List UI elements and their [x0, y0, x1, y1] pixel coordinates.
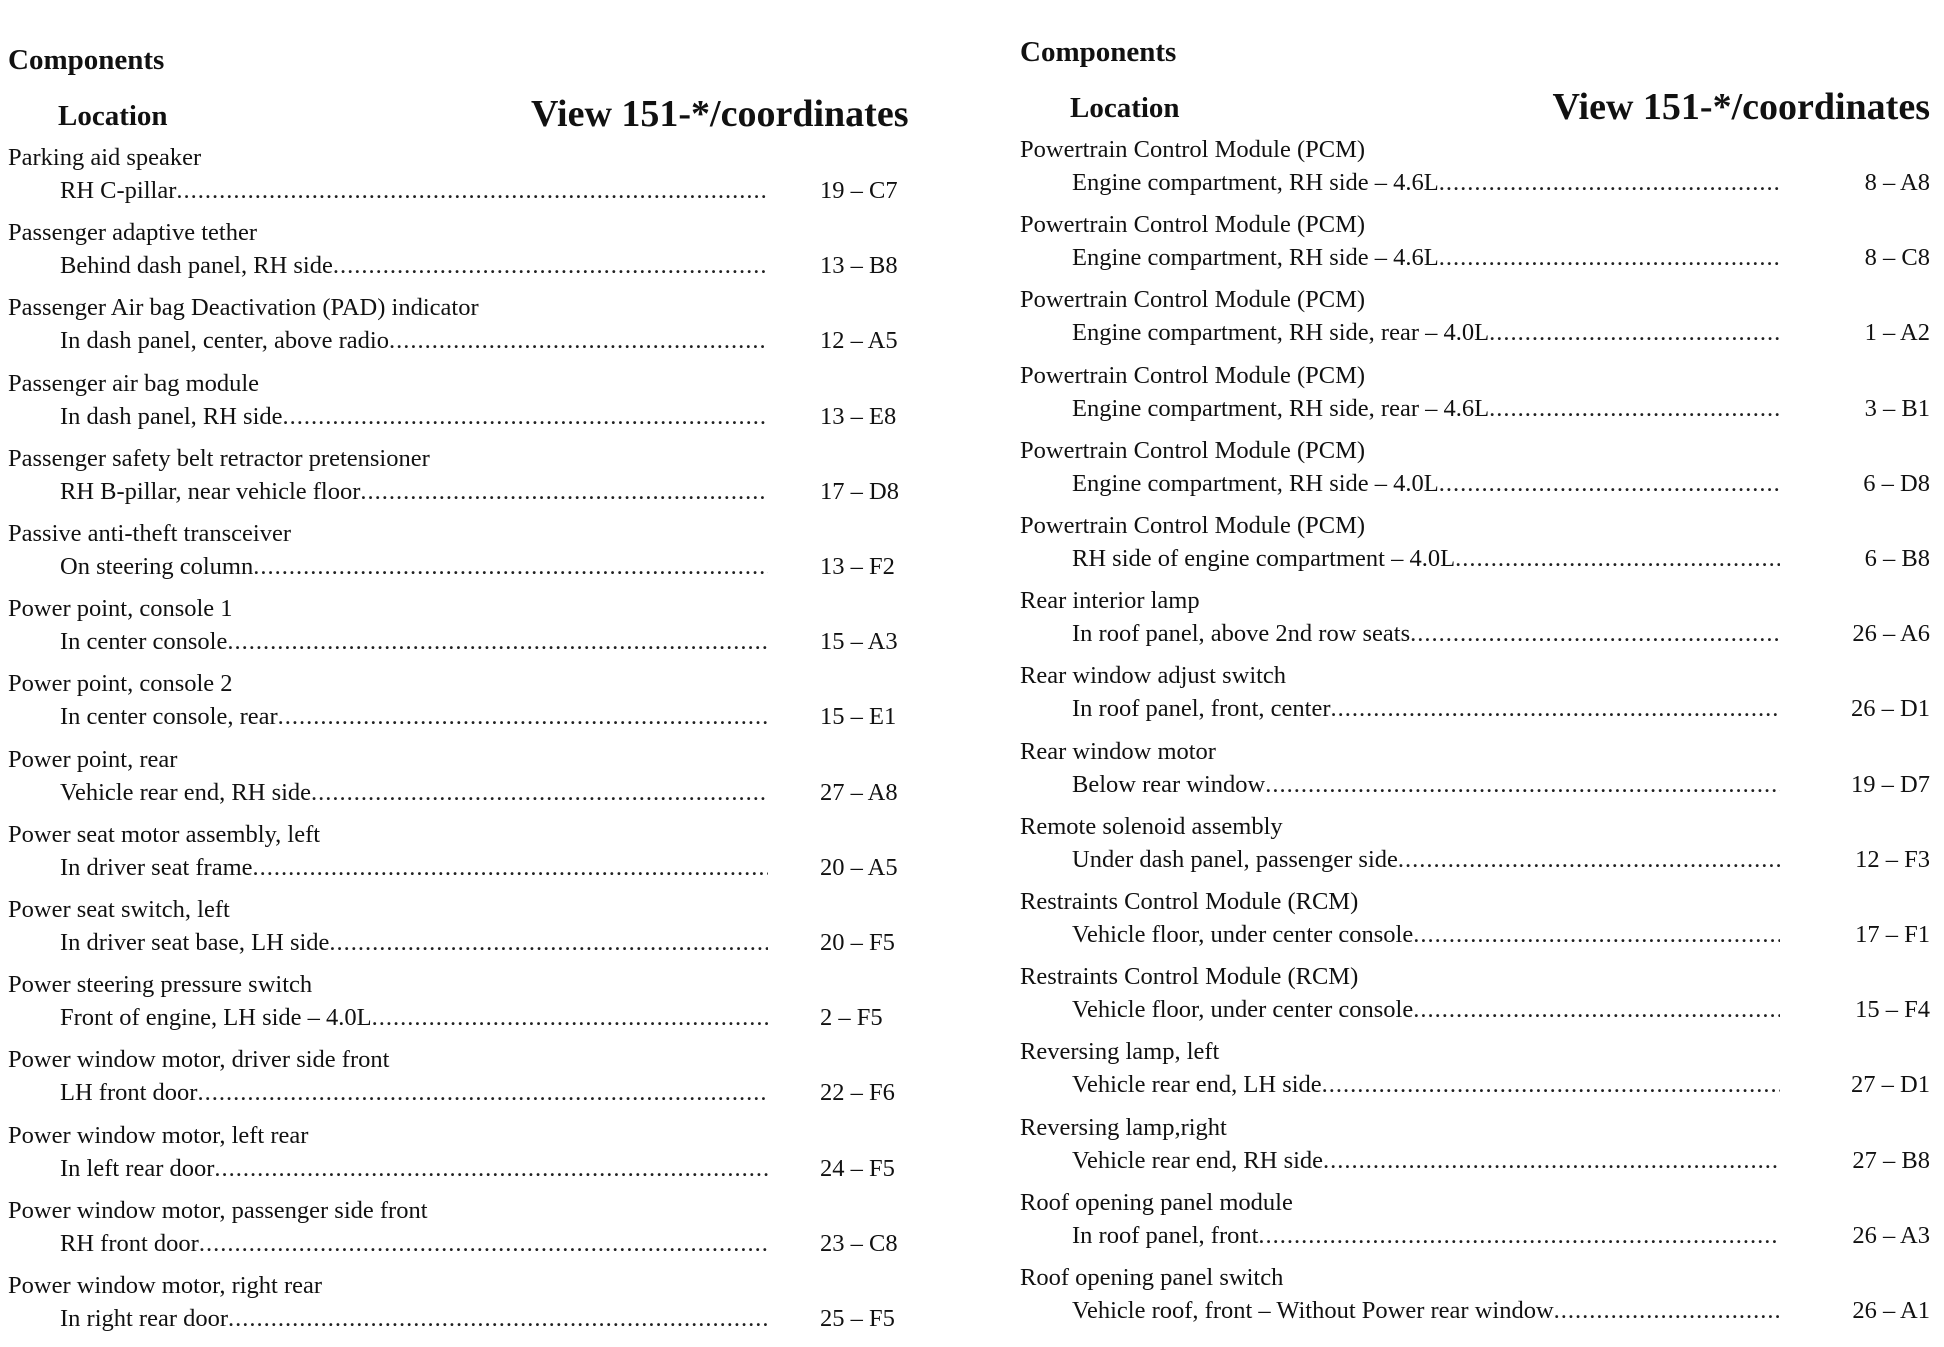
component-entry: [8, 746, 920, 821]
component-location-text: In roof panel, front: [1072, 1221, 1259, 1249]
component-location-text: Vehicle rear end, RH side: [60, 778, 312, 806]
component-location-text: In roof panel, above 2nd row seats: [1072, 620, 1411, 648]
component-location: [60, 327, 768, 355]
component-location-text: Vehicle rear end, LH side: [1072, 1071, 1322, 1099]
component-coordinates: 13 – B8: [820, 252, 898, 280]
location-header: Location: [58, 100, 168, 132]
component-name: Power window motor, driver side front: [8, 1046, 390, 1074]
component-location-text: Vehicle floor, under center console: [1072, 921, 1414, 948]
component-location: [1072, 620, 1780, 648]
component-location: [1072, 244, 1780, 272]
component-name: Passenger air bag module: [8, 369, 260, 397]
component-location: [1072, 1147, 1780, 1175]
component-name: Rear interior lamp: [1020, 587, 1200, 615]
component-coordinates: 26 – A1: [1852, 1297, 1930, 1324]
component-coordinates: 20 – A5: [820, 853, 898, 881]
component-coordinates: 26 – A6: [1852, 620, 1930, 648]
component-coordinates: 12 – F3: [1855, 845, 1930, 873]
component-location-text: Engine compartment, RH side, rear – 4.0L: [1072, 319, 1490, 347]
component-entry: [8, 821, 920, 896]
component-entry: [1020, 1114, 1930, 1189]
component-name: Power window motor, passenger side front: [8, 1196, 428, 1224]
component-coordinates: 27 – A8: [820, 778, 898, 806]
component-name: Power seat motor assembly, left: [8, 820, 321, 848]
component-entry: [1020, 963, 1930, 1038]
component-location-text: Vehicle roof, front – Without Power rear window: [1072, 1297, 1554, 1324]
component-entry: [1020, 286, 1930, 361]
component-coordinates: 15 – F4: [1855, 996, 1930, 1024]
component-location: [1072, 169, 1780, 197]
component-location: [60, 1079, 768, 1107]
component-name: Power point, console 1: [8, 595, 233, 623]
component-name: Powertrain Control Module (PCM): [1020, 436, 1366, 464]
component-name: Reversing lamp,right: [1020, 1113, 1227, 1141]
component-location: [60, 1230, 768, 1258]
component-name: Roof opening panel module: [1020, 1188, 1293, 1216]
component-name: Powertrain Control Module (PCM): [1020, 211, 1366, 239]
component-name: Power steering pressure switch: [8, 971, 313, 999]
component-name: Parking aid speaker: [8, 144, 202, 171]
component-entry: [1020, 662, 1930, 737]
component-coordinates: 12 – A5: [820, 327, 898, 355]
component-location: [1072, 1222, 1780, 1250]
view-coordinates-header: View 151-*/coordinates: [1552, 86, 1930, 128]
component-entry: [1020, 512, 1930, 587]
component-location: [60, 177, 768, 205]
component-location: [1072, 545, 1780, 573]
component-location: [60, 252, 768, 280]
component-location: [1072, 771, 1780, 799]
component-entry: [1020, 211, 1930, 286]
component-location: [60, 1305, 768, 1333]
component-location-text: In driver seat base, LH side: [60, 929, 330, 956]
component-location-text: In right rear door: [60, 1305, 229, 1332]
component-entry: [1020, 1189, 1930, 1264]
component-name: Passenger Air bag Deactivation (PAD) indicator: [8, 294, 479, 322]
component-name: Power seat switch, left: [8, 896, 230, 923]
component-coordinates: 3 – B1: [1864, 394, 1930, 422]
section-title: Components: [8, 44, 165, 76]
component-name: Remote solenoid assembly: [1020, 812, 1283, 840]
component-coordinates: 15 – A3: [820, 628, 898, 656]
component-coordinates: 6 – D8: [1863, 469, 1930, 497]
component-coordinates: 8 – C8: [1864, 244, 1930, 272]
component-name: Restraints Control Module (RCM): [1020, 888, 1359, 915]
component-entry: [8, 971, 920, 1046]
component-location: [60, 553, 768, 581]
component-entry: [8, 1122, 920, 1197]
component-coordinates: 2 – F5: [820, 1004, 883, 1032]
component-entry: [8, 219, 920, 294]
component-location: [60, 854, 768, 882]
component-location: [60, 929, 768, 957]
component-location-text: In center console, rear: [60, 703, 278, 731]
component-location-text: Engine compartment, RH side – 4.6L: [1072, 244, 1439, 272]
component-location: [1072, 470, 1780, 498]
component-coordinates: 8 – A8: [1864, 169, 1930, 196]
component-entry: [8, 595, 920, 670]
component-location-text: RH front door: [60, 1229, 199, 1257]
component-entry: [1020, 1038, 1930, 1113]
section-title: Components: [1020, 36, 1177, 68]
component-location-text: Vehicle floor, under center console: [1072, 996, 1414, 1024]
component-location: [60, 478, 768, 506]
component-coordinates: 26 – D1: [1851, 695, 1930, 723]
component-name: Powertrain Control Module (PCM): [1020, 361, 1366, 389]
component-coordinates: 27 – D1: [1851, 1071, 1930, 1099]
component-location-text: LH front door: [60, 1079, 198, 1107]
component-location-text: Engine compartment, RH side – 4.6L: [1072, 169, 1439, 196]
component-location-text: In driver seat frame: [60, 853, 253, 881]
component-location-text: In center console: [60, 628, 228, 656]
component-location: [60, 1004, 768, 1032]
component-entry: [1020, 437, 1930, 512]
component-coordinates: 1 – A2: [1864, 319, 1930, 347]
component-location: [60, 628, 768, 656]
component-entry: [8, 1197, 920, 1272]
component-name: Restraints Control Module (RCM): [1020, 963, 1359, 991]
component-entry: [8, 1046, 920, 1121]
component-name: Powertrain Control Module (PCM): [1020, 286, 1366, 314]
component-entry: [8, 1272, 920, 1347]
component-coordinates: 23 – C8: [820, 1229, 898, 1257]
component-location: [1072, 846, 1780, 874]
component-name: Passenger safety belt retractor pretensioner: [8, 444, 430, 472]
component-entry: [1020, 136, 1930, 211]
component-location: [60, 1155, 768, 1183]
location-header: Location: [1070, 92, 1180, 124]
component-entry: [8, 294, 920, 369]
component-coordinates: 17 – F1: [1855, 921, 1930, 948]
component-location-text: RH C-pillar: [60, 177, 177, 204]
component-entry: [8, 370, 920, 445]
component-location-text: In left rear door: [60, 1154, 215, 1182]
component-location-text: Under dash panel, passenger side: [1072, 845, 1398, 873]
component-location-text: Below rear window: [1072, 770, 1266, 798]
component-location: [60, 403, 768, 431]
component-coordinates: 6 – B8: [1864, 545, 1930, 572]
component-coordinates: 19 – C7: [820, 177, 898, 204]
component-location-text: RH side of engine compartment – 4.0L: [1072, 545, 1456, 572]
component-entry: [8, 670, 920, 745]
component-entry: [1020, 738, 1930, 813]
component-location: [1072, 695, 1780, 723]
component-location-text: Vehicle rear end, RH side: [1072, 1146, 1324, 1174]
component-name: Powertrain Control Module (PCM): [1020, 136, 1366, 163]
component-name: Power window motor, right rear: [8, 1272, 323, 1299]
view-coordinates-header: View 151-*/coordinates: [531, 93, 909, 135]
component-name: Passive anti-theft transceiver: [8, 520, 292, 547]
component-name: Reversing lamp, left: [1020, 1038, 1220, 1066]
component-coordinates: 26 – A3: [1852, 1221, 1930, 1249]
component-coordinates: 20 – F5: [820, 929, 895, 956]
component-coordinates: 19 – D7: [1851, 770, 1930, 798]
component-entry: [1020, 1264, 1930, 1339]
component-location-text: Engine compartment, RH side, rear – 4.6L: [1072, 394, 1490, 422]
component-entry: [8, 445, 920, 520]
component-location: [1072, 921, 1780, 949]
component-location-text: In dash panel, RH side: [60, 402, 283, 430]
component-name: Power window motor, left rear: [8, 1121, 309, 1149]
component-location-text: In dash panel, center, above radio: [60, 327, 389, 355]
component-location-text: Front of engine, LH side – 4.0L: [60, 1004, 372, 1032]
component-entry: [8, 896, 920, 971]
component-coordinates: 13 – E8: [820, 402, 897, 430]
component-entry: [1020, 587, 1930, 662]
component-name: Roof opening panel switch: [1020, 1264, 1284, 1291]
component-location: [1072, 996, 1780, 1024]
component-entry: [8, 144, 920, 219]
component-name: Passenger adaptive tether: [8, 219, 257, 247]
component-location: [60, 779, 768, 807]
component-coordinates: 22 – F6: [820, 1079, 895, 1107]
component-location: [1072, 1071, 1780, 1099]
component-coordinates: 13 – F2: [820, 553, 895, 580]
component-name: Rear window adjust switch: [1020, 662, 1287, 690]
component-coordinates: 24 – F5: [820, 1154, 895, 1182]
component-entry: [8, 520, 920, 595]
component-entry: [1020, 362, 1930, 437]
component-location-text: On steering column: [60, 553, 254, 580]
component-entry: [1020, 888, 1930, 963]
component-location-text: Behind dash panel, RH side: [60, 252, 333, 280]
component-location-text: Engine compartment, RH side – 4.0L: [1072, 469, 1439, 497]
component-coordinates: 25 – F5: [820, 1305, 895, 1332]
component-location: [1072, 319, 1780, 347]
component-location: [1072, 1297, 1780, 1325]
component-name: Rear window motor: [1020, 737, 1216, 765]
component-name: Powertrain Control Module (PCM): [1020, 512, 1366, 539]
component-location: [60, 703, 768, 731]
component-location-text: RH B-pillar, near vehicle floor: [60, 477, 361, 505]
component-location: [1072, 395, 1780, 423]
component-entry: [1020, 813, 1930, 888]
component-coordinates: 27 – B8: [1852, 1146, 1930, 1174]
component-coordinates: 15 – E1: [820, 703, 897, 731]
component-coordinates: 17 – D8: [820, 477, 899, 505]
component-location-text: In roof panel, front, center: [1072, 695, 1331, 723]
component-name: Power point, console 2: [8, 670, 233, 698]
component-name: Power point, rear: [8, 745, 178, 773]
